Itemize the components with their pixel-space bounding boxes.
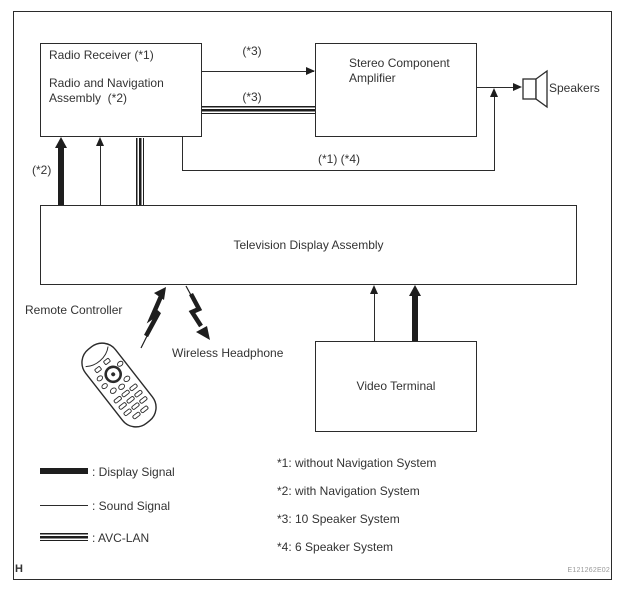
wireless-headphone-label: Wireless Headphone <box>172 346 284 360</box>
legend-sound-signal-label: : Sound Signal <box>92 499 171 513</box>
radio-box-line2: Radio and Navigation <box>49 76 164 90</box>
legend-display-signal-label: : Display Signal <box>92 465 175 479</box>
legend-avc-lan-symbol <box>40 533 88 541</box>
line-s1s4-vertical-right <box>494 96 495 171</box>
label-s2: (*2) <box>32 163 52 177</box>
video-terminal-label: Video Terminal <box>356 379 436 393</box>
arrowhead-video-display-up <box>409 285 421 296</box>
label-s3-bottom: (*3) <box>242 90 262 104</box>
speaker-icon <box>521 69 551 109</box>
arrowhead-into-amplifier <box>306 67 315 75</box>
amplifier-box-line1: Stereo Component <box>349 56 450 70</box>
stereo-amplifier-box <box>315 43 477 137</box>
figure-code: E121262E02 <box>567 567 610 574</box>
avc-lan-line-tda-to-radio <box>136 138 144 205</box>
legend-display-signal-symbol <box>40 468 88 474</box>
avc-lan-line-radio-to-amp <box>202 106 315 114</box>
wireless-bolt-up-icon <box>141 287 166 348</box>
display-signal-line-tda-to-radio <box>58 147 64 205</box>
radio-receiver-box <box>40 43 202 137</box>
amplifier-box-line2: Amplifier <box>349 71 396 85</box>
video-terminal-box <box>315 341 477 432</box>
radio-box-line3: Assembly (*2) <box>49 91 128 105</box>
speakers-label: Speakers <box>549 81 600 95</box>
page-mark: H <box>15 563 23 575</box>
line-s1s4-vertical-left <box>182 137 183 171</box>
line-s1s4-horizontal <box>182 170 495 171</box>
arrowhead-display-signal-up <box>55 137 67 148</box>
legend-sound-signal-symbol <box>40 505 88 506</box>
television-display-label: Television Display Assembly <box>233 237 384 252</box>
television-display-box <box>40 205 577 285</box>
radio-box-line1: Radio Receiver (*1) <box>49 48 154 62</box>
legend-avc-lan-label: : AVC-LAN <box>92 531 150 545</box>
display-signal-line-video-to-tda <box>412 295 418 341</box>
arrowhead-video-sound-up <box>370 285 378 294</box>
remote-and-wireless-graphic <box>0 280 240 450</box>
note-s4: *4: 6 Speaker System <box>277 540 394 554</box>
label-s3-top: (*3) <box>242 44 262 58</box>
sound-line-radio-to-amp <box>202 71 314 72</box>
arrowhead-s1s4-up <box>490 88 498 97</box>
remote-controller-label: Remote Controller <box>25 303 123 317</box>
wireless-bolt-down-icon <box>186 286 210 340</box>
sound-signal-line-tda-to-radio <box>100 146 101 205</box>
note-s2: *2: with Navigation System <box>277 484 420 498</box>
note-s1: *1: without Navigation System <box>277 456 437 470</box>
remote-controller-icon <box>75 336 163 433</box>
note-s3: *3: 10 Speaker System <box>277 512 400 526</box>
sound-signal-line-video-to-tda <box>374 293 375 341</box>
label-s1-s4: (*1) (*4) <box>318 152 361 166</box>
arrowhead-sound-signal-up <box>96 137 104 146</box>
